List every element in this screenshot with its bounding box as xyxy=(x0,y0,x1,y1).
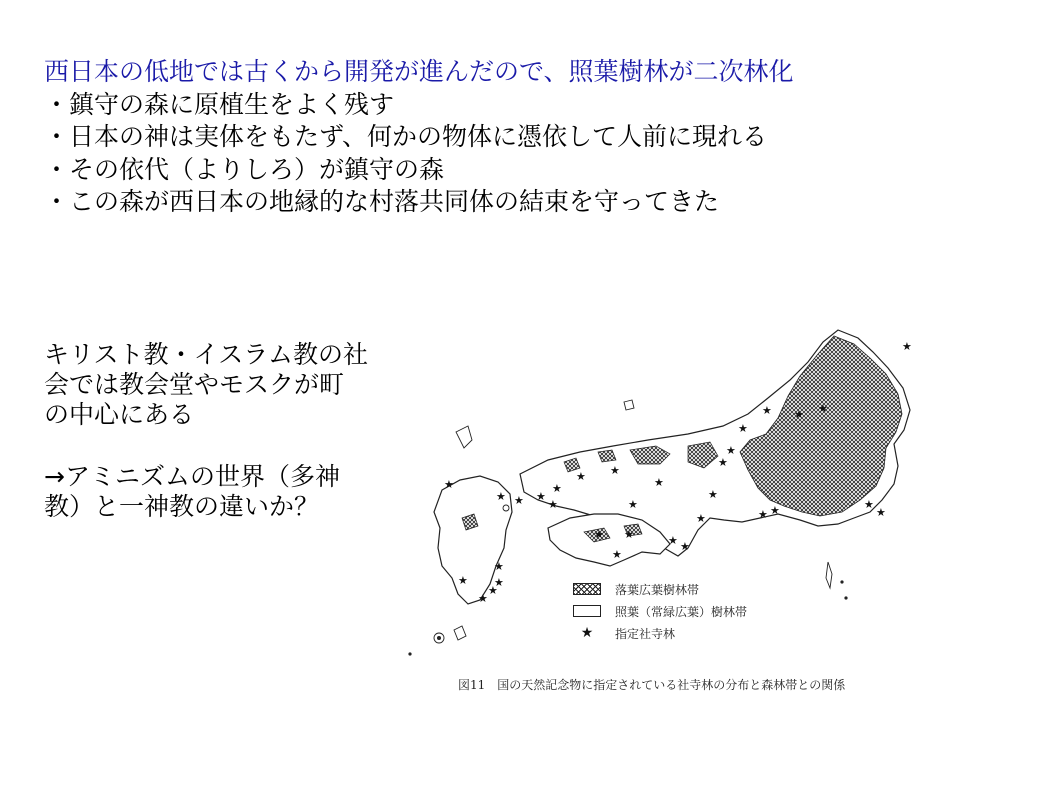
legend-label: 照葉（常緑広葉）樹林帯 xyxy=(615,604,748,619)
shrine-star: ★ xyxy=(594,528,604,541)
island xyxy=(503,505,509,511)
shrine-star: ★ xyxy=(514,494,524,507)
shrine-star: ★ xyxy=(548,498,558,511)
map-legend xyxy=(573,578,747,644)
forest-map-figure xyxy=(398,322,938,694)
figure-caption: 図11 国の天然記念物に指定されている社寺林の分布と森林帯との関係 xyxy=(458,678,846,692)
shrine-star: ★ xyxy=(610,464,620,477)
shrine-star: ★ xyxy=(496,490,506,503)
shrine-star: ★ xyxy=(718,456,728,469)
legend-row-deciduous xyxy=(573,578,747,600)
island xyxy=(437,636,441,640)
island xyxy=(408,652,411,655)
shrine-star: ★ xyxy=(494,576,504,589)
shrine-star: ★ xyxy=(726,444,736,457)
shrine-star: ★ xyxy=(628,498,638,511)
shrine-star: ★ xyxy=(576,470,586,483)
side-text-line: 会では教会堂やモスクが町 xyxy=(44,370,345,399)
shrine-star: ★ xyxy=(680,540,690,553)
shrine-star: ★ xyxy=(654,476,664,489)
shrine-star: ★ xyxy=(708,488,718,501)
island xyxy=(624,400,634,410)
side-text-line: →アミニズムの世界（多神 xyxy=(44,462,340,491)
star-icon: ★ xyxy=(580,625,594,641)
shrine-star: ★ xyxy=(762,404,772,417)
legend-row-evergreen xyxy=(573,600,747,622)
shrine-star: ★ xyxy=(818,402,828,415)
shrine-star: ★ xyxy=(612,548,622,561)
shrine-star: ★ xyxy=(738,422,748,435)
legend-label: 指定社寺林 xyxy=(615,626,676,641)
shrine-star: ★ xyxy=(864,498,874,511)
shrine-star: ★ xyxy=(876,506,886,519)
paragraph-gap xyxy=(44,430,389,462)
island xyxy=(454,626,466,640)
shrine-star: ★ xyxy=(668,534,678,547)
bullet-list xyxy=(44,56,1034,219)
legend-row-shrine xyxy=(573,622,747,644)
bullet-item: ・その依代（よりしろ）が鎮守の森 xyxy=(44,154,445,184)
bullet-item: ・鎮守の森に原植生をよく残す xyxy=(44,89,395,119)
shrine-star: ★ xyxy=(478,592,488,605)
legend-label: 落葉広葉樹林帯 xyxy=(615,582,700,597)
shrine-star: ★ xyxy=(488,584,498,597)
island xyxy=(840,580,843,583)
shrine-star: ★ xyxy=(552,482,562,495)
bullet-item: ・この森が西日本の地縁的な村落共同体の結束を守ってきた xyxy=(44,187,720,216)
bullet-item: ・日本の神は実体をもたず、何かの物体に憑依して人前に現れる xyxy=(44,122,768,151)
lead-line: 西日本の低地では古くから開発が進んだので、照葉樹林が二次林化 xyxy=(44,57,794,86)
side-text-line: の中心にある xyxy=(44,400,195,429)
shrine-star: ★ xyxy=(758,508,768,521)
shrine-star: ★ xyxy=(444,478,454,491)
island xyxy=(456,426,472,448)
shrine-star: ★ xyxy=(494,560,504,573)
empty-box-icon xyxy=(573,605,601,617)
shrine-star: ★ xyxy=(794,408,804,421)
shrine-star: ★ xyxy=(458,574,468,587)
shrine-star: ★ xyxy=(624,528,634,541)
shrine-star: ★ xyxy=(902,340,912,353)
side-text-line: 教）と一神教の違いか？ xyxy=(44,492,320,521)
shrine-star: ★ xyxy=(536,490,546,503)
side-text xyxy=(44,340,389,522)
island xyxy=(844,596,847,599)
shrine-star: ★ xyxy=(770,504,780,517)
hatched-box-icon xyxy=(573,583,601,595)
island xyxy=(826,562,832,588)
side-text-line: キリスト教・イスラム教の社 xyxy=(44,340,369,369)
shrine-star: ★ xyxy=(696,512,706,525)
